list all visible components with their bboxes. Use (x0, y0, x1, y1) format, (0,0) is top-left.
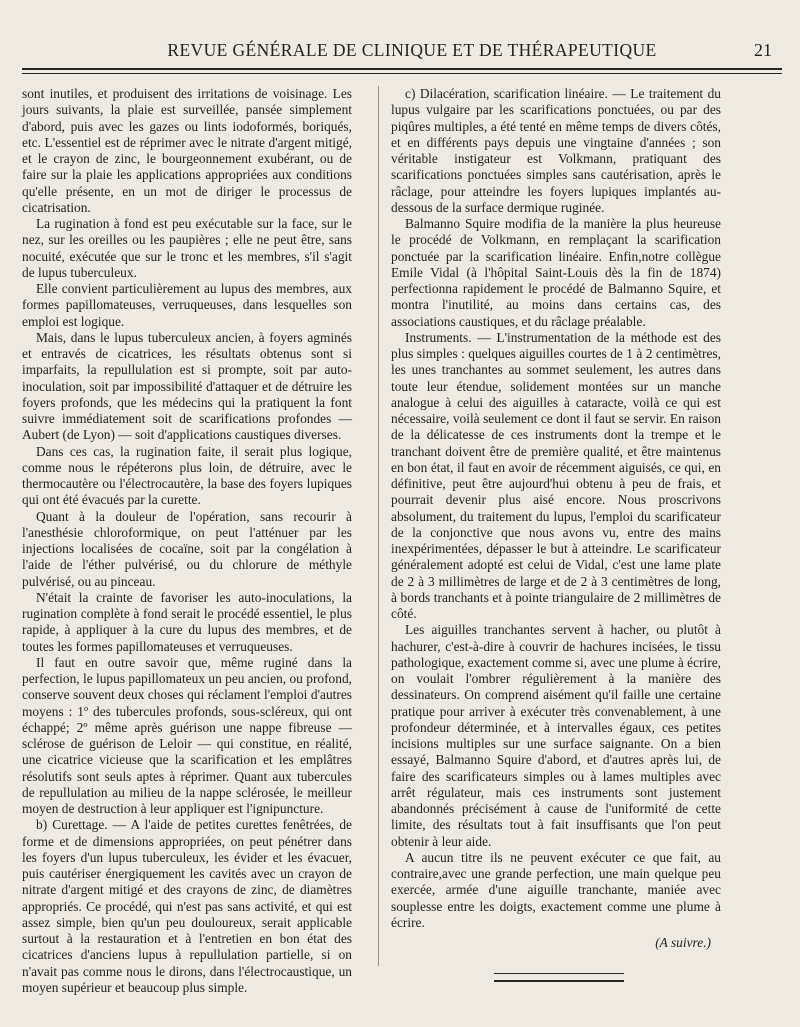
paragraph: c) Dilacération, scarification linéaire. — Le traitement du lupus vulgaire par les scarifications ponctuées, ou par des piqûres multiples, a été tenté en même temps de divers côtés, et en différents pays depuis une vingtaine d'années ; son véritable instigateur est Volkmann, pratiquant des scarifications ponctuées simples sans cautérisation, après le râclage, pour atteindre les foyers lupiques implantés au-dessous de la surface dermique ruginée. (391, 86, 721, 215)
paragraph: Elle convient particulièrement au lupus des membres, aux formes papillomateuses, verruqueuses, dans lesquelles son emploi est logique. (22, 281, 352, 329)
paragraph: Les aiguilles tranchantes servent à hacher, ou plutôt à hachurer, c'est-à-dire à couvrir de hachures incisées, le tissu pathologique, exactement comme si, avec une plume à écrire, on voulait l'ombrer régulièrement à la manière des dessinateurs. On comprend aisément qu'il faille une certaine pratique pour arriver à exécuter très convenablement, à une profondeur déterminée, et à intervalles égaux, ces petites incisions multiples sur une surface saignante. On a bien essayé, Balmanno Squire d'abord, et d'autres après lui, de faire des scarificateurs simples ou à lames multiples avec arrêt régulateur, mais ces instruments sont justement abandonnés précisément à cause de l'uniformité de cette limite, des résultats tout à fait insuffisants que l'on peut obtenir à leur aide. (391, 622, 721, 849)
paragraph: Quant à la douleur de l'opération, sans recourir à l'anesthésie chloroformique, on peut l'atténuer par les injections localisées de cocaïne, soit par la congélation à l'aide de l'éther pulvérisé, ou du chlorure de méthyle pulvérisé, ou au pinceau. (22, 508, 352, 589)
running-title: REVUE GÉNÉRALE DE CLINIQUE ET DE THÉRAPEUTIQUE (167, 40, 657, 60)
column-divider (378, 86, 379, 966)
left-column (22, 86, 352, 996)
paragraph: Instruments. — L'instrumentation de la méthode est des plus simples : quelques aiguilles courtes de 1 à 2 centimètres, les unes tranchantes au sommet seulement, les autres dans toute leur étendue, solidement montées sur un manche analogue à celui des aiguilles à cataracte, voilà ce qui est nécessaire, voilà seulement ce dont il faut se servir. En raison de la délicatesse de ces instruments dont la trempe et le tranchant doivent être de première qualité, et être maintenus en bon état, il faut en avoir de récemment aiguisés, ce qui, en définitive, peut être aujourd'hui obtenu à peu de frais, et pourrait devenir plus aisé encore. Nous proscrivons absolument, du traitement du lupus, l'emploi du scarificateur de la conjonctive que nous avons vu, entre des mains inexpérimentées, dépasser le but à atteindre. Le scarificateur généralement adopté est celui de Vidal, c'est une lame plate de 2 à 3 millimètres de large et de 2 à 3 centimètres de long, à bords tranchants et à pointe triangulaire de 2 millimètres de côté. (391, 329, 721, 621)
paragraph: Il faut en outre savoir que, même ruginé dans la perfection, le lupus papillomateux un peu ancien, ou profond, conserve souvent deux choses qui réclament l'emploi d'autres moyens : 1º des tubercules profonds, sous-scléreux, qui ont échappé; 2º même après guérison une nappe fibreuse — sclérose de guérison de Leloir — qui constitue, en réalité, une cicatrice vicieuse que la scarification et les emplâtres résolutifs sont seuls aptes à réprimer. Quant aux tubercules de repullulation au milieu de la nappe sclérosée, le meilleur moyen de destruction à leur appliquer est l'ignipuncture. (22, 654, 352, 816)
to-be-continued: (A suivre.) (655, 935, 711, 950)
paragraph: Balmanno Squire modifia de la manière la plus heureuse le procédé de Volkmann, en remplaçant la scarification ponctuée par la scarification linéaire. Enfin,notre collègue Emile Vidal (à l'hôpital Saint-Louis dès la fin de 1874) perfectionna rapidement le procédé de Balmanno Squire, et montra l'inutilité, au moins dans certains cas, des associations caustiques, et du râclage préalable. (391, 216, 721, 329)
right-column (391, 86, 721, 951)
end-ornament (494, 973, 624, 982)
page-number: 21 (754, 40, 772, 60)
paragraph: La rugination à fond est peu exécutable sur la face, sur le nez, sur les oreilles ou les paupières ; elle ne peut être, sans nocuité, exécutée que sur le tronc et les membres, s'il s'agit de lupus tuberculeux. (22, 216, 352, 280)
paragraph: sont inutiles, et produisent des irritations de voisinage. Les jours suivants, la plaie est surveillée, pansée simplement d'abord, puis avec les gazes ou lints iodoformés, boriqués, etc. L'essentiel est de réprimer avec le nitrate d'argent mitigé, et le crayon de zinc, le bourgeonnement exubérant, ou de faire sur la plaie les applications appropriées aux conditions qu'elle présente, en un mot de diriger le processus de cicatrisation. (22, 86, 352, 215)
header-rule-thin (22, 73, 782, 74)
paragraph: b) Curettage. — A l'aide de petites curettes fenêtrées, de forme et de dimensions appropriées, on peut pénétrer dans les foyers d'un lupus tuberculeux, les évider et les évacuer, puis cautériser énergiquement les cavités avec un crayon de nitrate d'argent mitigé et des crayons de zinc, de diamètres appropriés. Ce procédé, qui n'est pas sans activité, et qui est assez simple, bien qu'un peu douloureux, serait applicable surtout à la restauration et à l'entretien en bon état des cicatrices d'anciens lupus à repullulation partielle, si on n'avait pas comme nous le dirons, dans l'électrocaustique, un moyen supérieur et beaucoup plus simple. (22, 817, 352, 995)
header-rule-thick (22, 68, 782, 70)
paragraph: Mais, dans le lupus tuberculeux ancien, à foyers agminés et entravés de cicatrices, les résultats obtenus sont si imparfaits, la repullulation est si prompte, soit par auto-inoculation, soit par impossibilité d'attaquer et de détruire les foyers profonds, que les médecins qui la pratiquent la font suivre immédiatement soit de scarifications profondes — Aubert (de Lyon) — soit d'applications caustiques diverses. (22, 329, 352, 443)
paragraph: N'était la crainte de favoriser les auto-inoculations, la rugination complète à fond serait le procédé essentiel, le plus rapide, à appliquer à la cure du lupus des membres, et de toutes les formes papillomateuses et verruqueuses. (22, 589, 352, 654)
paragraph: A aucun titre ils ne peuvent exécuter ce que fait, au contraire,avec une grande perfection, une main quelque peu exercée, armée d'une aiguille tranchante, maniée avec souplesse entre les doigts, exactement comme une plume à écrire. (391, 849, 721, 930)
page-header (22, 40, 782, 66)
paragraph: Dans ces cas, la rugination faite, il serait plus logique, comme nous le répéterons plus loin, de détruire, avec le thermocautère ou l'électrocautère, la base des foyers lupiques qui ont été évacués par la curette. (22, 443, 352, 508)
